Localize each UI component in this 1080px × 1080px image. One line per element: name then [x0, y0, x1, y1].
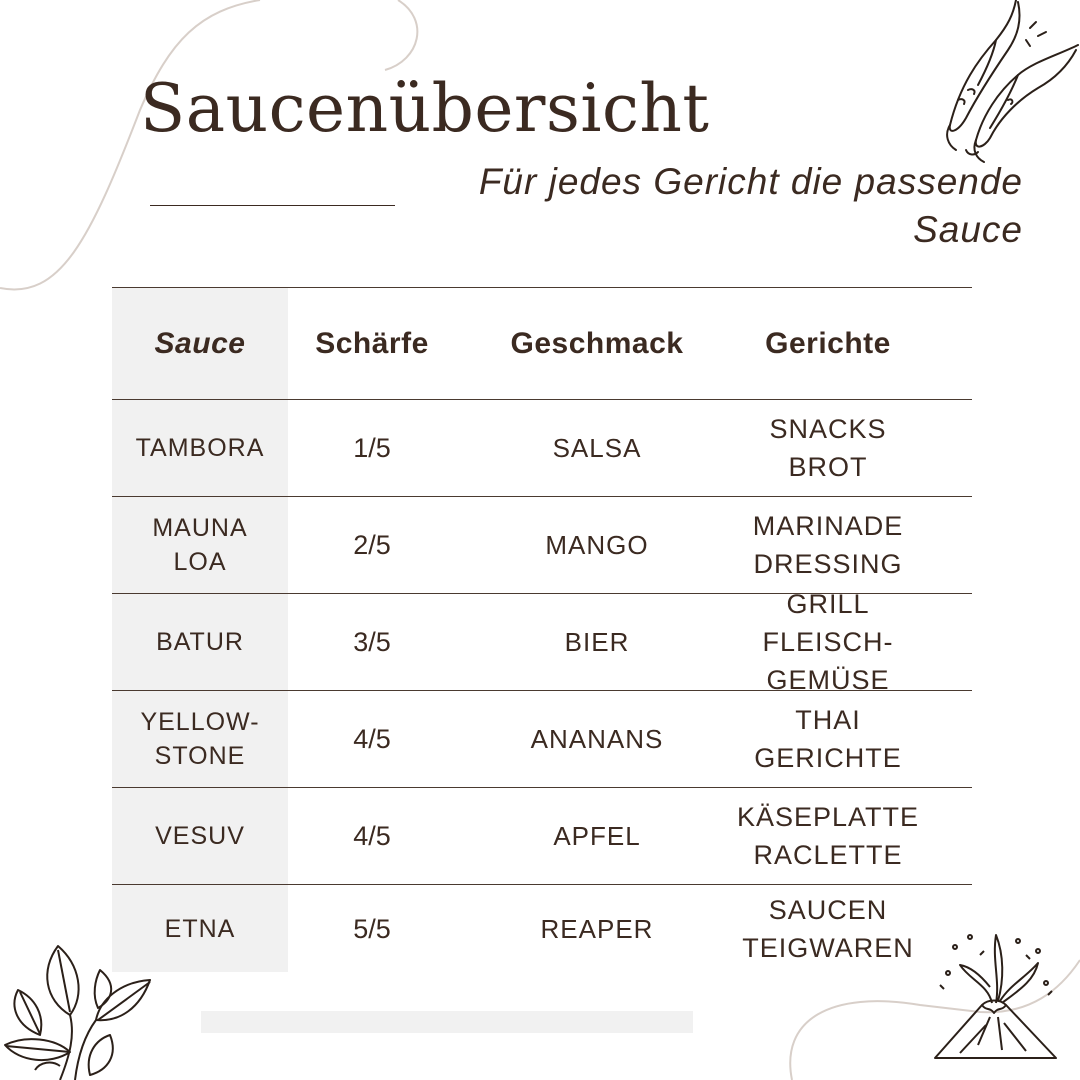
sauce-name-line: VESUV — [155, 822, 245, 850]
sauce-name-line: ETNA — [164, 915, 236, 943]
sauce-name-line: MAUNA — [152, 514, 248, 542]
geschmack-cell: SALSA — [552, 433, 642, 463]
schaerfe-cell: 2/5 — [353, 530, 391, 560]
footer-bar — [201, 1011, 693, 1033]
geschmack-cell: BIER — [564, 627, 630, 657]
gerichte-line: GERICHTE — [754, 743, 902, 773]
gerichte-line: THAI — [795, 705, 861, 735]
table-row — [112, 496, 972, 593]
gerichte-line: BROT — [788, 452, 868, 482]
schaerfe-cell: 5/5 — [353, 914, 391, 944]
sauce-table — [112, 287, 972, 973]
table-row — [112, 589, 972, 695]
column-header-geschmack: Geschmack — [510, 326, 684, 360]
gerichte-cell — [698, 691, 958, 787]
gerichte-cell — [698, 497, 958, 593]
leaves-icon — [0, 940, 160, 1080]
geschmack-cell: REAPER — [540, 914, 654, 944]
sauce-name-line: BATUR — [156, 628, 244, 656]
page-subtitle: Für jedes Gericht die passende Sauce — [478, 161, 1023, 250]
gerichte-line: RACLETTE — [753, 840, 903, 870]
schaerfe-cell: 1/5 — [353, 433, 391, 463]
geschmack-cell: APFEL — [553, 821, 641, 851]
sauce-name-cell — [112, 400, 288, 496]
page-title: Saucenübersicht — [140, 70, 710, 147]
schaerfe-cell: 4/5 — [353, 821, 391, 851]
gerichte-cell — [698, 589, 958, 695]
gerichte-line: KÄSEPLATTE — [736, 802, 920, 832]
sauce-name-cell — [112, 497, 288, 593]
column-header-gerichte: Gerichte — [765, 326, 891, 360]
sauce-name-line: LOA — [173, 548, 227, 576]
gerichte-line: SAUCEN — [768, 895, 888, 925]
gerichte-line: TEIGWAREN — [742, 933, 914, 963]
sauce-name-cell — [112, 691, 288, 787]
sauce-name-cell — [112, 788, 288, 884]
geschmack-cell: MANGO — [545, 530, 649, 560]
schaerfe-cell: 4/5 — [353, 724, 391, 754]
sauce-name-line: STONE — [154, 742, 246, 770]
chili-peppers-icon — [938, 0, 1080, 165]
gerichte-line: MARINADE — [752, 511, 904, 541]
gerichte-cell — [698, 788, 958, 884]
gerichte-cell — [698, 400, 958, 496]
column-header-sauce: Sauce — [154, 326, 246, 360]
table-header-row — [112, 287, 972, 399]
table-row — [112, 399, 972, 496]
table-row — [112, 787, 972, 884]
gerichte-line: SNACKS — [769, 414, 887, 444]
gerichte-line: FLEISCH- GEMÜSE — [762, 627, 894, 695]
gerichte-line: GRILL — [786, 589, 870, 619]
gerichte-cell — [698, 885, 958, 973]
table-row — [112, 690, 972, 787]
table-row — [112, 884, 972, 973]
schaerfe-cell: 3/5 — [353, 627, 391, 657]
sauce-name-line: YELLOW- — [140, 708, 260, 736]
volcano-icon — [930, 925, 1062, 1065]
column-header-schaerfe: Schärfe — [315, 326, 429, 360]
title-underline — [150, 205, 395, 206]
gerichte-line: DRESSING — [753, 549, 903, 579]
sauce-name-line: TAMBORA — [135, 434, 265, 462]
sauce-name-cell — [112, 594, 288, 690]
geschmack-cell: ANANANS — [530, 724, 664, 754]
